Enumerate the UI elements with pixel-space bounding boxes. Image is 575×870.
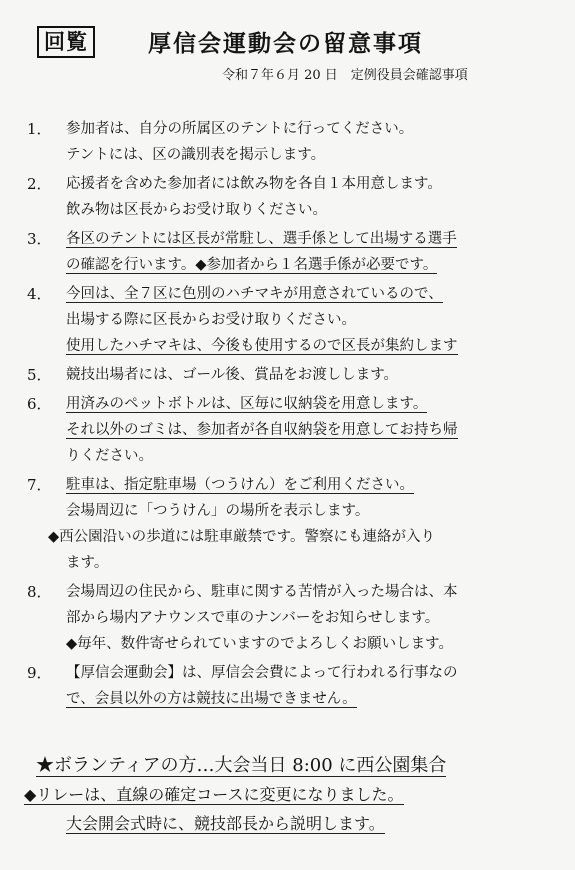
relay-note (24, 780, 575, 809)
item-line: ます。 (66, 555, 109, 571)
volunteer-note (36, 751, 575, 780)
underlined-text: ◆リレーは、直線の確定コースに変更になりました。 (24, 785, 404, 804)
item-line: 【厚信会運動会】は、厚信会会費によって行われる行事なの (66, 665, 458, 681)
item-line: 参加者は、自分の所属区のテントに行ってください。 (66, 121, 414, 137)
underlined-text: それ以外のゴミは、参加者が各自収納袋を用意してお持ち帰 (66, 422, 458, 438)
item-number: 2． (27, 175, 52, 193)
underlined-text: 今回は、全７区に色別のハチマキが用意されているので、 (66, 286, 443, 302)
list-item-3 (0, 226, 575, 278)
item-number: 9． (27, 664, 52, 682)
circulation-badge: 回覧 (37, 26, 95, 58)
list-item-7 (0, 472, 575, 576)
item-line (66, 281, 575, 307)
item-line (66, 252, 575, 278)
underlined-text: の確認を行います。◆参加者から１名選手係が必要です。 (66, 257, 438, 273)
item-line: 会場周辺の住民から、駐車に関する苦情が入った場合は、本 (66, 584, 458, 600)
item-line (66, 472, 575, 498)
item-line (66, 391, 575, 417)
item-number: 5． (27, 366, 52, 384)
underlined-text: 駐車は、指定駐車場（つうけん）をご利用ください。 (66, 477, 414, 493)
item-number: 8． (27, 583, 52, 601)
item-line: りください。 (66, 448, 153, 464)
bottom-notes (0, 751, 575, 838)
underlined-text: 用済みのペットボトルは、区毎に収納袋を用意します。 (66, 396, 428, 412)
underlined-text: 各区のテントには区長が常駐し、選手係として出場する選手 (66, 231, 457, 247)
page-title: 厚信会運動会の留意事項 (148, 30, 423, 57)
list-item-8 (0, 579, 575, 657)
list-item-9 (0, 660, 575, 712)
item-line: テントには、区の識別表を掲示します。 (66, 147, 326, 163)
item-line: 出場する際に区長からお受け取りください。 (66, 312, 356, 328)
underlined-text: 大会開会式時に、競技部長から説明します。 (66, 814, 385, 833)
list-item-6 (0, 391, 575, 469)
list-item-5 (0, 362, 575, 388)
list-item-1 (0, 116, 575, 168)
item-number: 1． (27, 120, 52, 138)
underlined-text: 使用したハチマキは、今後も使用するので区長が集約します (66, 338, 458, 354)
notice-list (0, 116, 575, 715)
item-line (66, 226, 575, 252)
item-number: 4． (27, 285, 52, 303)
underlined-text: ★ボランティアの方…大会当日 8:00 に西公園集合 (36, 755, 447, 776)
item-line: 飲み物は区長からお受け取りください。 (66, 202, 327, 218)
relay-note-2 (66, 809, 575, 838)
item-line: 部から場内アナウンスで車のナンバーをお知らせします。 (66, 610, 440, 626)
list-item-4 (0, 281, 575, 359)
item-line (66, 417, 575, 443)
page-subtitle: 令和７年６月 20 日 定例役員会確認事項 (222, 68, 468, 83)
underlined-text: で、会員以外の方は競技に出場できません。 (66, 691, 357, 707)
item-line: 応援者を含めた参加者には飲み物を各自１本用意します。 (66, 176, 442, 192)
list-item-2 (0, 171, 575, 223)
item-line: ◆西公園沿いの歩道には駐車厳禁です。警察にも連絡が入り (48, 529, 435, 545)
item-line: 競技出場者には、ゴール後、賞品をお渡しします。 (66, 367, 399, 383)
item-line (66, 686, 575, 712)
item-line: ◆毎年、数件寄せられていますのでよろしくお願いします。 (66, 636, 453, 652)
item-line: 会場周辺に「つうけん」の場所を表示します。 (66, 503, 370, 519)
item-number: 7． (27, 476, 52, 494)
item-line (66, 333, 575, 359)
item-number: 6． (27, 395, 52, 413)
item-number: 3． (27, 230, 52, 248)
